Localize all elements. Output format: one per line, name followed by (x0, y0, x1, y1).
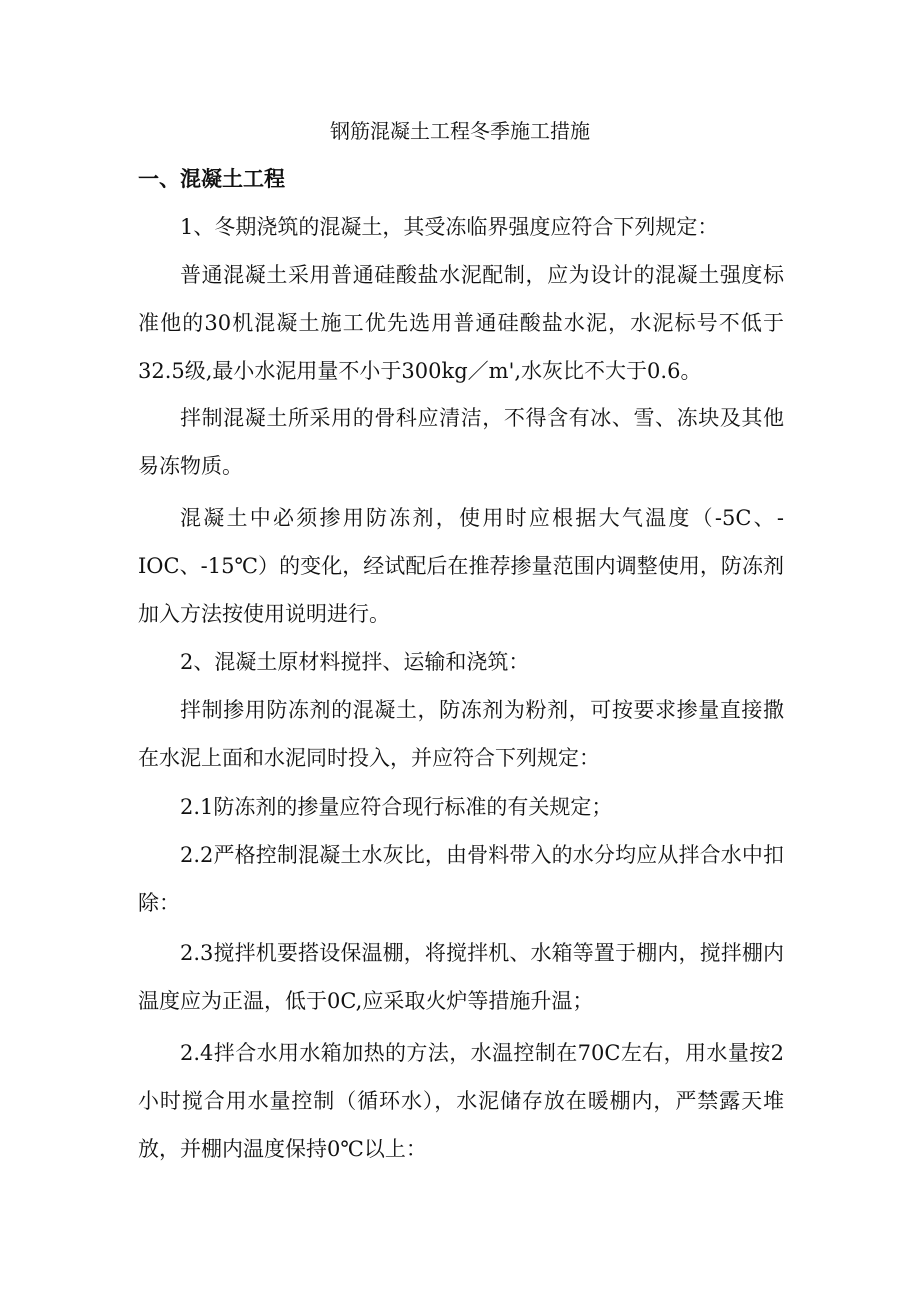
paragraph-1: 1、冬期浇筑的混凝土，其受冻临界强度应符合下列规定： (180, 215, 719, 239)
paragraph-2: 普通混凝土采用普通硅酸盐水泥配制，应为设计的混凝土强度标准他的30机混凝土施工优先选用普通硅酸盐水泥，水泥标号不低于32.5级,最小水泥用量不小于300kg／m',水灰比不大于0.6。 (138, 263, 784, 383)
section-heading: 一、混凝土工程 (138, 167, 285, 191)
paragraph-4: 混凝土中必须掺用防冻剂，使用时应根据大气温度（-5C、-IOC、-15℃）的变化，经试配后在推荐掺量范围内调整使用，防冻剂加入方法按使用说明进行。 (138, 506, 784, 626)
paragraph-6: 拌制掺用防冻剂的混凝土，防冻剂为粉剂，可按要求掺量直接撒在水泥上面和水泥同时投入，并应符合下列规定： (138, 698, 784, 770)
paragraph-7: 2.1防冻剂的掺量应符合现行标准的有关规定； (180, 795, 613, 819)
paragraph-10: 2.4拌合水用水箱加热的方法，水温控制在70C左右，用水量按2小时搅合用水量控制（循环水），水泥储存放在暖棚内，严禁露天堆放，并棚内温度保持0℃以上： (138, 1041, 784, 1161)
paragraph-5: 2、混凝土原材料搅拌、运输和浇筑： (180, 650, 530, 674)
paragraph-9: 2.3搅拌机要搭设保温棚，将搅拌机、水箱等置于棚内，搅拌棚内温度应为正温，低于0C,应采取火炉等措施升温； (138, 941, 784, 1013)
paragraph-3: 拌制混凝土所采用的骨科应清洁，不得含有冰、雪、冻块及其他易冻物质。 (138, 406, 784, 478)
paragraph-8: 2.2严格控制混凝土水灰比，由骨料带入的水分均应从拌合水中扣除： (138, 843, 784, 915)
document-title: 钢筋混凝土工程冬季施工措施 (330, 119, 590, 143)
